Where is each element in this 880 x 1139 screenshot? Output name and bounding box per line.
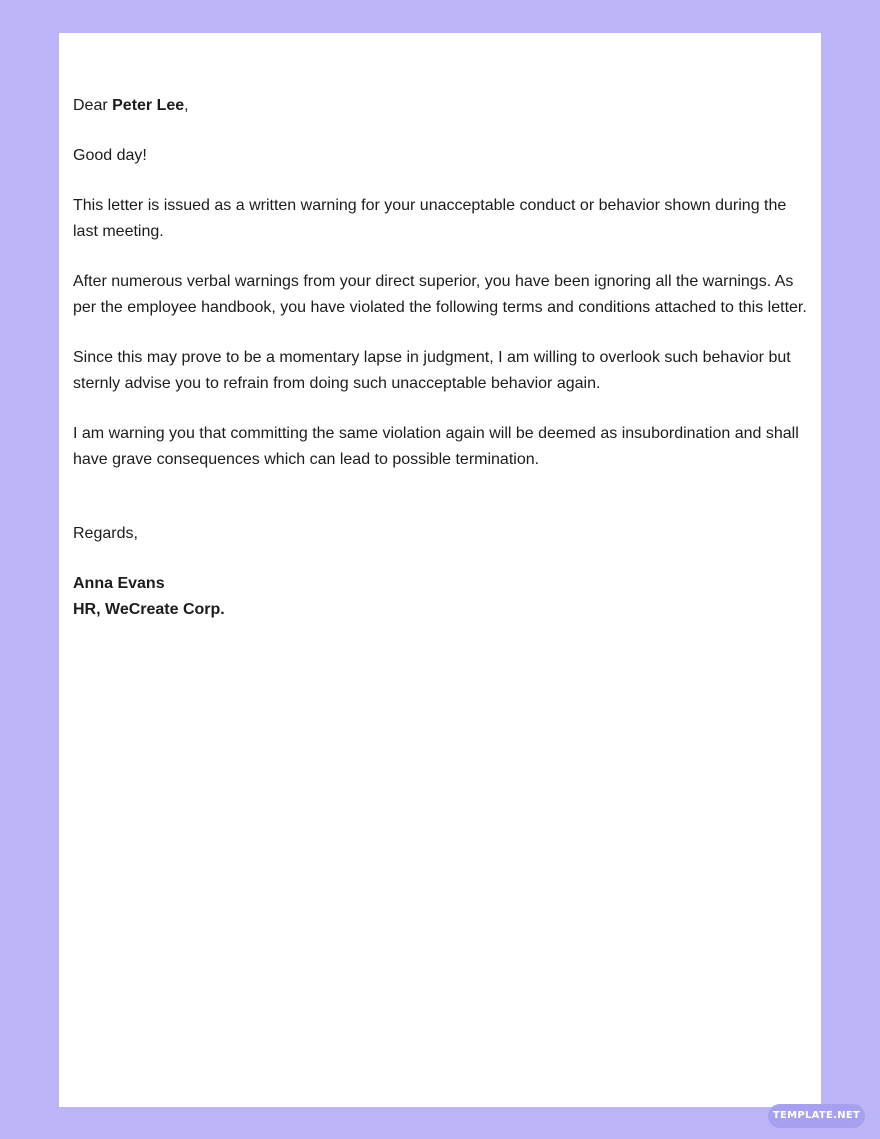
paragraph-consequences: I am warning you that committing the same violation again will be deemed as insubordination and shall have grave consequences which can lead to possible termination. <box>73 425 799 468</box>
letter-page <box>59 33 821 1107</box>
salutation-prefix: Dear <box>73 97 113 114</box>
signer-name: Anna Evans <box>73 575 165 592</box>
paragraph-lapse: Since this may prove to be a momentary lapse in judgment, I am willing to overlook such behavior but sternly advise you to refrain from doing such unacceptable behavior again. <box>73 349 791 392</box>
paragraph-violations: After numerous verbal warnings from your direct superior, you have been ignoring all the warnings. As per the employee handbook, you have violated the following terms and conditions attached to this letter. <box>73 273 807 316</box>
closing: Regards, <box>73 525 138 542</box>
salutation <box>73 93 807 119</box>
paragraph-warning-intro: This letter is issued as a written warning for your unacceptable conduct or behavior shown during the last meeting. <box>73 197 787 240</box>
template-net-watermark: TEMPLATE.NET <box>768 1104 865 1128</box>
signer-title: HR, WeCreate Corp. <box>73 601 225 618</box>
salutation-suffix: , <box>184 97 189 114</box>
greeting: Good day! <box>73 147 147 164</box>
recipient-name: Peter Lee <box>112 97 185 114</box>
